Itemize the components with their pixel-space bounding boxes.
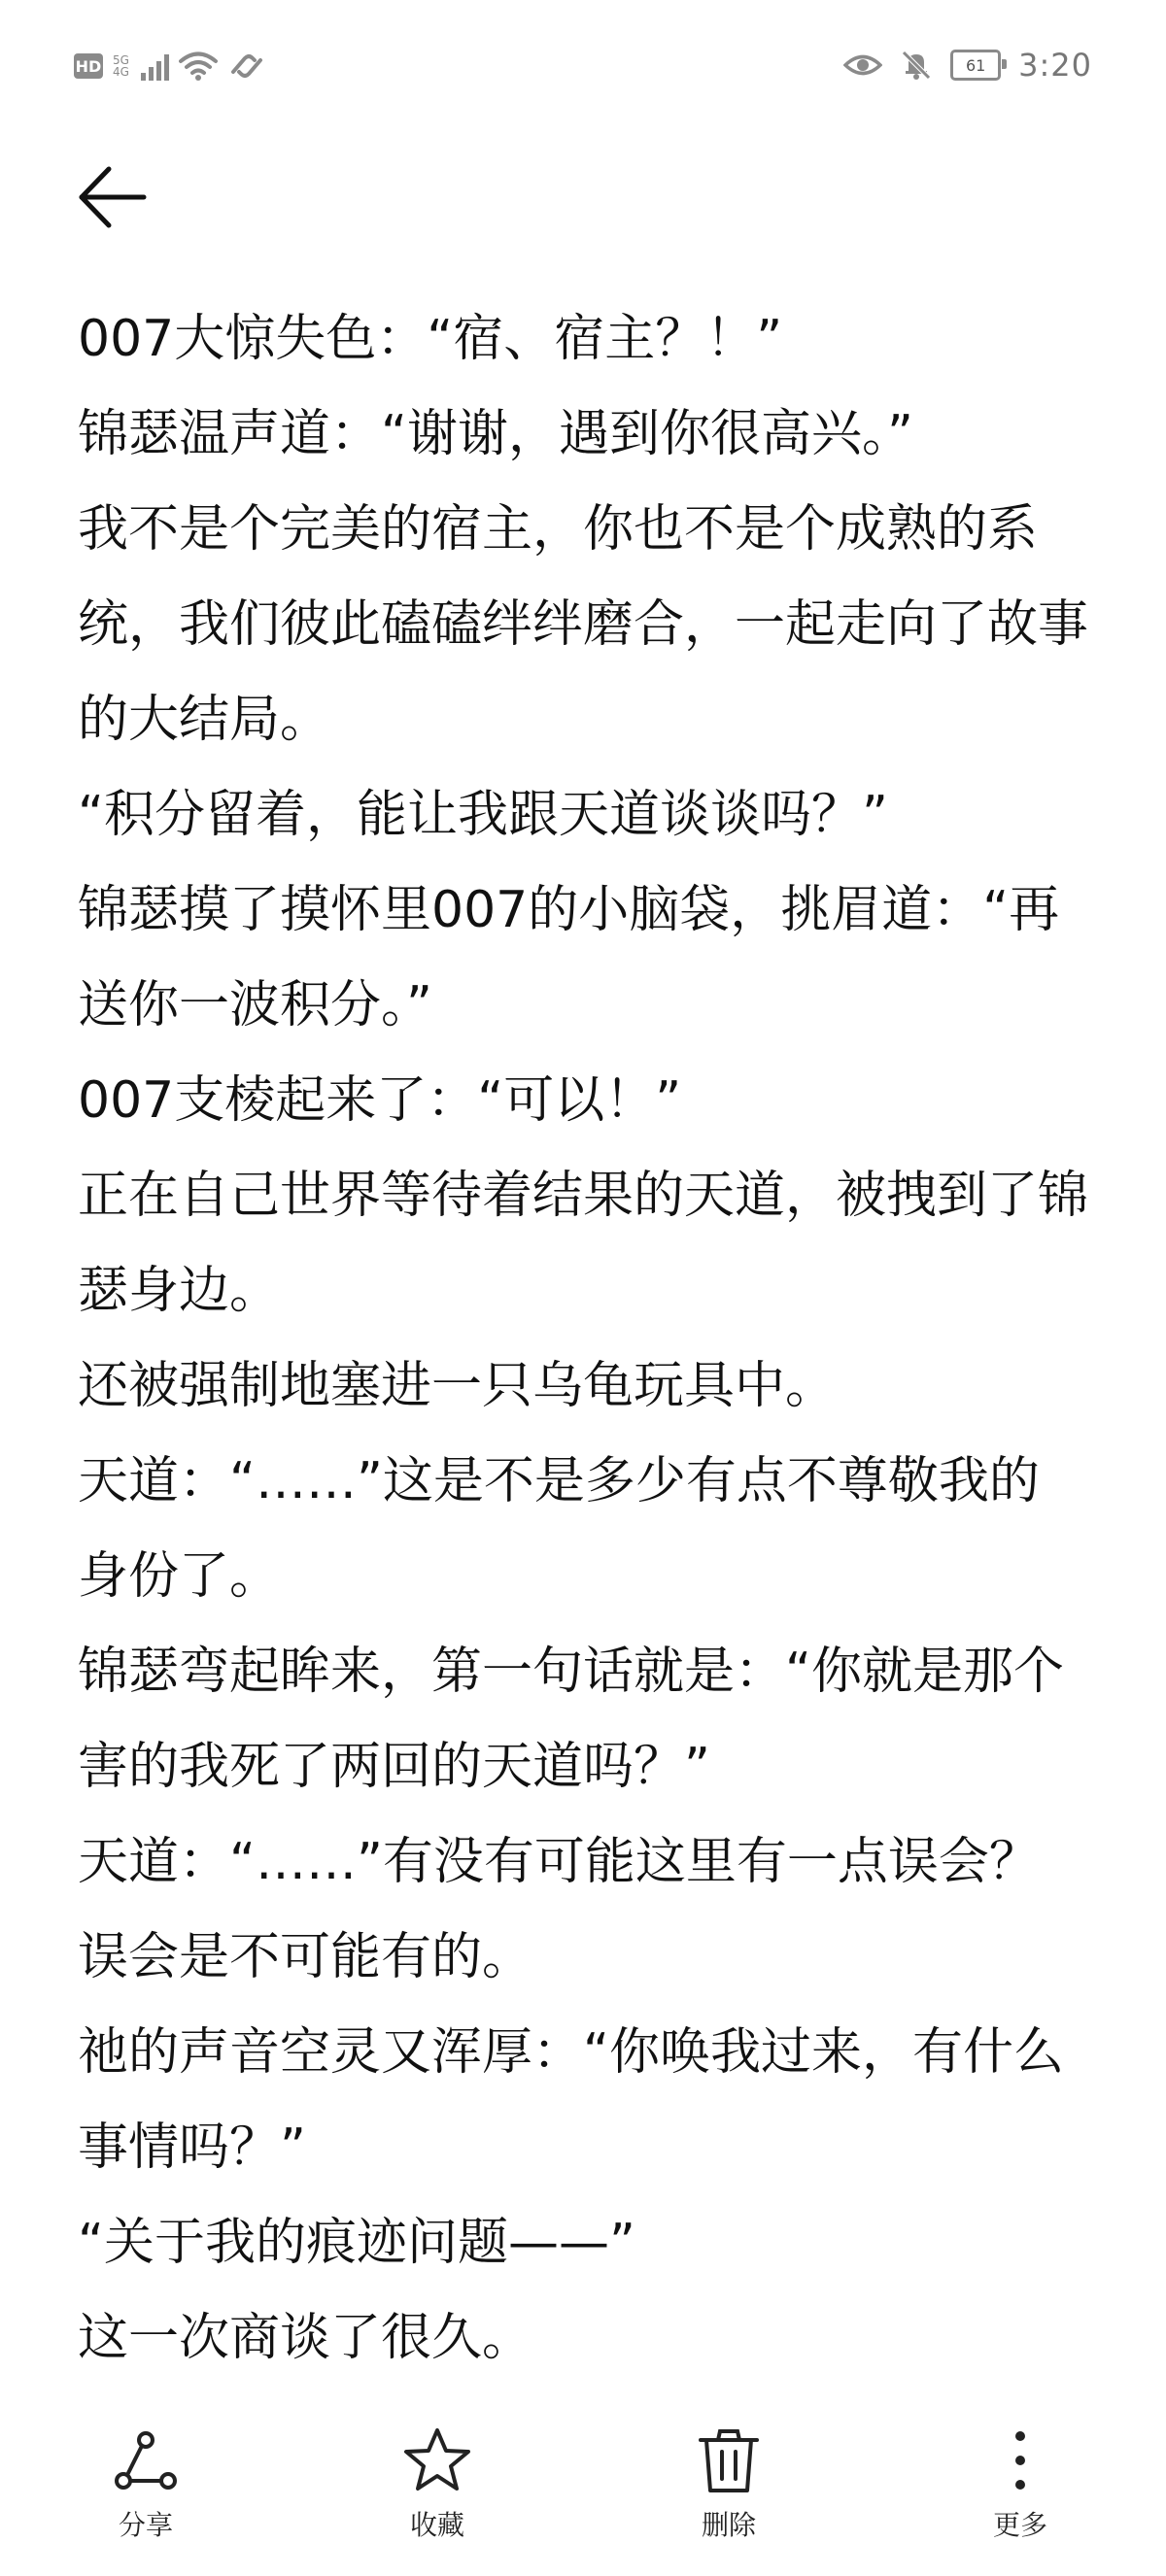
network-sub-label: 4G bbox=[113, 65, 129, 79]
eye-icon bbox=[843, 51, 882, 80]
delete-button[interactable] bbox=[632, 2409, 826, 2576]
favorite-button[interactable] bbox=[340, 2409, 534, 2576]
status-left bbox=[74, 51, 266, 82]
paragraph: 锦瑟摸了摸怀里007的小脑袋，挑眉道：“再送你一波积分。” bbox=[78, 881, 1060, 1034]
status-bar bbox=[0, 0, 1166, 146]
bottom-toolbar bbox=[0, 2409, 1166, 2576]
paragraph: 锦瑟温声道：“谢谢，遇到你很高兴。” bbox=[78, 405, 913, 463]
paragraph: 天道：“……”这是不是多少有点不尊敬我的身份了。 bbox=[78, 1452, 1040, 1606]
signal-icon bbox=[141, 51, 169, 81]
delete-label: 删除 bbox=[701, 2509, 756, 2541]
status-time: 3:20 bbox=[1018, 47, 1092, 84]
back-button[interactable] bbox=[76, 163, 154, 231]
arrow-left-icon bbox=[76, 163, 154, 231]
battery-indicator bbox=[950, 50, 1001, 81]
wifi-icon bbox=[179, 51, 218, 82]
paragraph: 祂的声音空灵又浑厚：“你唤我过来，有什么事情吗？” bbox=[78, 2023, 1064, 2177]
status-right bbox=[843, 47, 1092, 84]
paragraph: 正在自己世界等待着结果的天道，被拽到了锦瑟身边。 bbox=[78, 1167, 1089, 1320]
network-label: 5G bbox=[113, 53, 129, 67]
paragraph: 天道：“……”有没有可能这里有一点误会？ bbox=[78, 1833, 1040, 1891]
more-button[interactable] bbox=[923, 2409, 1117, 2576]
paragraph: 还被强制地塞进一只乌龟玩具中。 bbox=[78, 1357, 837, 1415]
paragraph: 锦瑟弯起眸来，第一句话就是：“你就是那个害的我死了两回的天道吗？” bbox=[78, 1643, 1064, 1796]
battery-level: 61 bbox=[965, 55, 986, 75]
paragraph: 007支棱起来了：“可以！” bbox=[78, 1071, 682, 1130]
hd-badge: HD bbox=[74, 53, 103, 79]
trash-icon bbox=[695, 2426, 763, 2494]
share-button[interactable] bbox=[49, 2409, 243, 2576]
paragraph: 这一次商谈了很久。 bbox=[78, 2309, 533, 2367]
share-icon bbox=[112, 2426, 180, 2494]
share-label: 分享 bbox=[118, 2509, 173, 2541]
paragraph: 误会是不可能有的。 bbox=[78, 1928, 533, 1986]
article-content bbox=[78, 291, 1088, 2386]
paragraph: 007大惊失色：“宿、宿主？！” bbox=[78, 310, 783, 368]
paragraph: “积分留着，能让我跟天道谈谈吗？” bbox=[78, 786, 888, 844]
star-icon bbox=[403, 2426, 471, 2494]
favorite-label: 收藏 bbox=[409, 2509, 464, 2541]
paragraph: 我不是个完美的宿主，你也不是个成熟的系统，我们彼此磕磕绊绊磨合，一起走向了故事的大结局。 bbox=[78, 500, 1089, 749]
more-label: 更多 bbox=[992, 2509, 1047, 2541]
paragraph: “关于我的痕迹问题——” bbox=[78, 2214, 635, 2272]
link-icon bbox=[227, 51, 266, 82]
bell-mute-icon bbox=[900, 49, 933, 82]
network-type bbox=[113, 54, 129, 78]
more-icon bbox=[986, 2426, 1054, 2494]
